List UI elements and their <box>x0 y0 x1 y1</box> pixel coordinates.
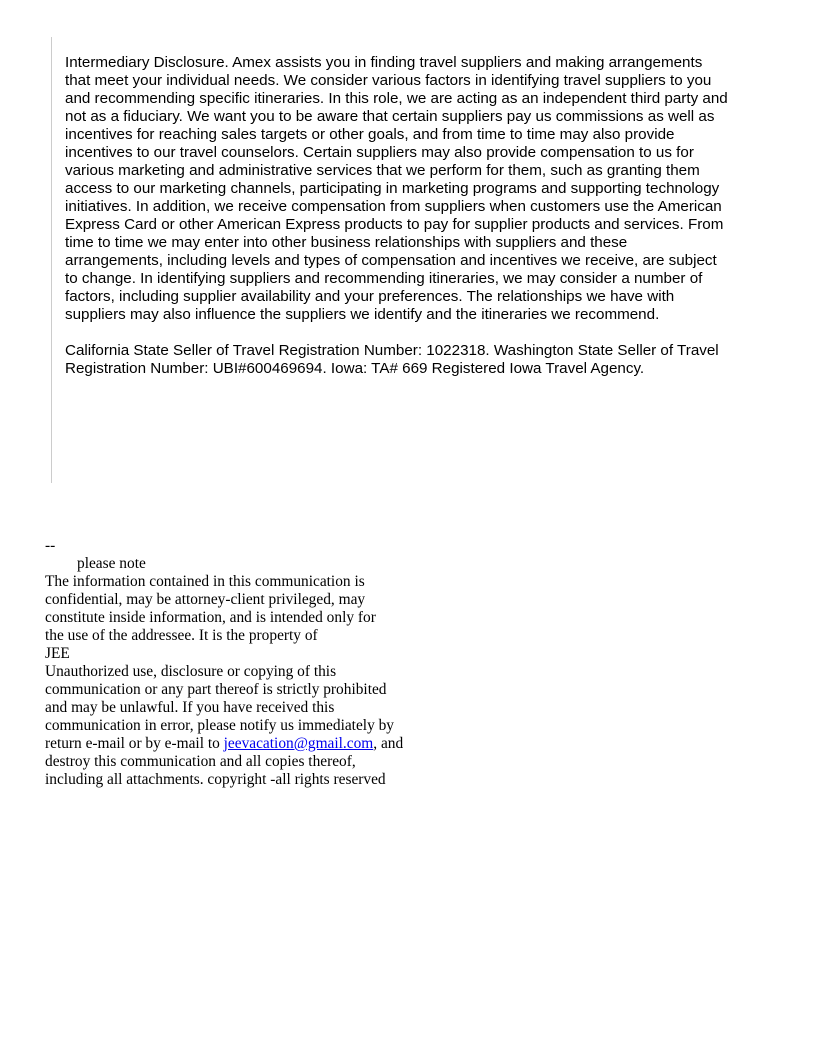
confidentiality-line: including all attachments. copyright -all rights reserved <box>45 771 386 788</box>
email-contact-line <box>45 735 445 753</box>
signature-note-heading: please note <box>77 555 146 572</box>
confidentiality-line: constitute inside information, and is intended only for <box>45 609 376 626</box>
seller-of-travel-registration: California State Seller of Travel Registration Number: 1022318. Washington State Seller of Travel Registration Number: UBI#600469694. Iowa: TA# 669 Registered Iowa Travel Agency. <box>65 342 719 377</box>
confidentiality-line: communication or any part thereof is strictly prohibited <box>45 681 387 698</box>
intermediary-disclosure-paragraph: Intermediary Disclosure. Amex assists you in finding travel suppliers and making arrangements that meet your individual needs. We consider various factors in identifying travel suppliers to you and recommending specific itineraries. In this role, we are acting as an independent third party and not as a fiduciary. We want you to be aware that certain suppliers pay us commissions as well as incentives for reaching sales targets or other goals, and from time to time may also provide incentives to our travel counselors. Certain suppliers may also provide compensation to us for various marketing and administrative services that we perform for them, such as granting them access to our marketing channels, participating in marketing programs and supporting technology initiatives. In addition, we receive compensation from suppliers when customers use the American Express Card or other American Express products to pay for supplier products and services. From time to time we may enter into other business relationships with suppliers and these arrangements, including levels and types of compensation and incentives we receive, are subject to change. In identifying suppliers and recommending itineraries, we may consider a number of factors, including supplier availability and your preferences. The relationships we have with suppliers may also influence the suppliers we identify and the itineraries we recommend. <box>65 54 728 323</box>
property-owner: JEE <box>45 645 70 662</box>
signature-separator: -- <box>45 537 56 554</box>
email-link[interactable]: jeevacation@gmail.com <box>223 735 374 752</box>
confidentiality-line: the use of the addressee. It is the property of <box>45 627 318 644</box>
confidentiality-line: The information contained in this communication is <box>45 573 365 590</box>
quoted-disclosure-block <box>51 37 767 483</box>
email-suffix: , and <box>373 735 404 752</box>
email-prefix: return e-mail or by e-mail to <box>45 735 224 752</box>
confidentiality-line: Unauthorized use, disclosure or copying of this <box>45 663 337 680</box>
confidentiality-line: destroy this communication and all copies thereof, <box>45 753 356 770</box>
confidentiality-line: confidential, may be attorney-client privileged, may <box>45 591 366 608</box>
confidentiality-line: communication in error, please notify us immediately by <box>45 717 395 734</box>
confidentiality-line: and may be unlawful. If you have received this <box>45 699 335 716</box>
email-signature <box>45 537 445 789</box>
